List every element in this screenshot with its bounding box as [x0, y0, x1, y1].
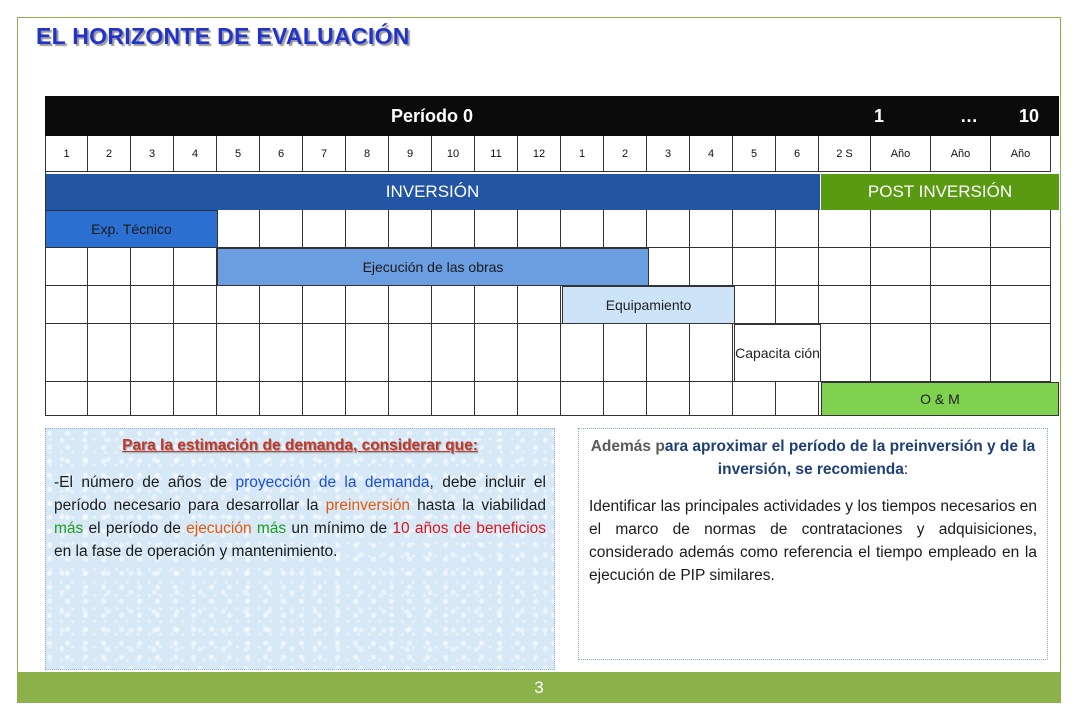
grid-cell	[217, 324, 260, 382]
phase-inversion: INVERSIÓN	[45, 174, 820, 210]
grid-cell	[88, 382, 131, 416]
demand-text-segment: , debe incluir el período necesario para desarrollar la	[54, 474, 546, 514]
column-number-18: 6	[776, 136, 819, 172]
recommend-note-box	[578, 428, 1048, 660]
grid-cell	[475, 382, 518, 416]
page-title: EL HORIZONTE DE EVALUACIÓN	[36, 23, 410, 49]
grid-cell	[174, 324, 217, 382]
grid-cell	[871, 286, 931, 324]
column-number-11: 11	[475, 136, 518, 172]
grid-cell	[871, 324, 931, 382]
demand-text-segment: preinversión	[325, 497, 411, 514]
column-number-17: 5	[733, 136, 776, 172]
grid-cell	[604, 324, 647, 382]
grid-cell	[45, 382, 88, 416]
grid-cell	[260, 286, 303, 324]
header-col10: 10	[1018, 106, 1040, 126]
column-number-15: 3	[647, 136, 690, 172]
grid-cell	[432, 210, 475, 248]
demand-text-segment: más	[54, 520, 84, 537]
grid-cell	[604, 210, 647, 248]
grid-cell	[561, 210, 604, 248]
grid-cell	[475, 210, 518, 248]
grid-cell	[389, 382, 432, 416]
grid-cell	[88, 248, 131, 286]
grid-cell	[217, 382, 260, 416]
grid-cell	[88, 286, 131, 324]
header-col1: 1	[873, 106, 884, 126]
gantt-header	[45, 96, 1059, 136]
grid-cell	[303, 382, 346, 416]
grid-cell	[131, 382, 174, 416]
grid-cell	[776, 248, 819, 286]
grid-cell	[690, 382, 733, 416]
column-number-14: 2	[604, 136, 647, 172]
column-number-16: 4	[690, 136, 733, 172]
activity-exp-tecnico: Exp. Técnico	[45, 210, 218, 248]
grid-cell	[518, 324, 561, 382]
column-number-21: Año	[931, 136, 991, 172]
demand-text-segment: ejecución	[186, 520, 252, 537]
column-number-2: 2	[88, 136, 131, 172]
grid-cell	[260, 210, 303, 248]
column-number-3: 3	[131, 136, 174, 172]
column-number-13: 1	[561, 136, 604, 172]
grid-cell	[432, 324, 475, 382]
grid-cell	[690, 324, 733, 382]
grid-cell	[303, 324, 346, 382]
grid-cell	[647, 382, 690, 416]
grid-cell	[991, 248, 1051, 286]
grid-cell	[346, 286, 389, 324]
grid-cell	[561, 382, 604, 416]
grid-cell	[432, 286, 475, 324]
demand-note-box	[45, 428, 555, 670]
grid-cell	[389, 210, 432, 248]
demand-text-segment: hasta la viabilidad	[410, 497, 546, 514]
recommend-note-heading	[589, 435, 1037, 481]
grid-cell	[991, 210, 1051, 248]
grid-cell	[561, 324, 604, 382]
page-number: 3	[534, 678, 544, 697]
grid-cell	[131, 286, 174, 324]
column-number-10: 10	[432, 136, 475, 172]
header-ellipsis: …	[960, 106, 978, 126]
grid-cell	[776, 382, 819, 416]
grid-cell	[475, 324, 518, 382]
recommend-heading-rest: ara aproximar el período de la preinversión y de la inversión, se recomienda	[664, 438, 1036, 478]
demand-text-segment: 10 años de beneficios	[392, 520, 547, 537]
grid-cell	[733, 210, 776, 248]
grid-cell	[931, 324, 991, 382]
column-number-12: 12	[518, 136, 561, 172]
grid-cell	[776, 286, 819, 324]
grid-cell	[217, 286, 260, 324]
activity-ejecucion-obras: Ejecución de las obras	[217, 248, 649, 286]
header-period0: Período 0	[390, 106, 474, 126]
grid-cell	[174, 248, 217, 286]
grid-cell	[131, 324, 174, 382]
grid-cell	[217, 210, 260, 248]
grid-cell	[819, 324, 871, 382]
grid-cell	[931, 286, 991, 324]
column-number-5: 5	[217, 136, 260, 172]
recommend-note-paragraph: Identificar las principales actividades y los tiempos necesarios en el marco de normas de contrataciones y adquisiciones, considerado además como referencia el tiempo empleado en la ejecución de PIP similares.	[589, 498, 1037, 584]
grid-cell	[303, 210, 346, 248]
activity-equipamiento: Equipamiento	[562, 286, 735, 324]
grid-cell	[432, 382, 475, 416]
phase-post-inversion: POST INVERSIÓN	[821, 174, 1059, 210]
grid-cell	[733, 382, 776, 416]
column-number-19: 2 S	[819, 136, 871, 172]
column-number-6: 6	[260, 136, 303, 172]
demand-text-segment: un mínimo de	[286, 520, 393, 537]
grid-cell	[45, 286, 88, 324]
grid-cell	[518, 210, 561, 248]
grid-cell	[690, 248, 733, 286]
column-number-4: 4	[174, 136, 217, 172]
gantt-chart	[45, 96, 1059, 416]
grid-cell	[604, 382, 647, 416]
grid-left-border	[45, 172, 46, 416]
grid-cell	[733, 286, 776, 324]
grid-cell	[647, 324, 690, 382]
grid-cell	[88, 324, 131, 382]
activity-om: O & M	[821, 382, 1059, 416]
recommend-heading-colon: :	[903, 461, 909, 478]
grid-cell	[174, 286, 217, 324]
grid-cell	[389, 286, 432, 324]
grid-cell	[389, 324, 432, 382]
grid-cell	[647, 248, 690, 286]
grid-cell	[647, 210, 690, 248]
demand-text-segment: más	[256, 520, 287, 537]
grid-cell	[991, 324, 1051, 382]
grid-cell	[260, 324, 303, 382]
demand-text-segment: proyección de la demanda	[235, 474, 430, 491]
column-number-7: 7	[303, 136, 346, 172]
grid-cell	[871, 248, 931, 286]
grid-cell	[819, 210, 871, 248]
grid-cell	[174, 382, 217, 416]
grid-cell	[45, 324, 88, 382]
grid-cell	[776, 210, 819, 248]
grid-cell	[931, 248, 991, 286]
grid-cell	[733, 248, 776, 286]
column-number-20: Año	[871, 136, 931, 172]
grid-cell	[991, 286, 1051, 324]
footer-bar	[17, 672, 1061, 703]
grid-cell	[346, 324, 389, 382]
grid-cell	[931, 210, 991, 248]
column-number-22: Año	[991, 136, 1051, 172]
grid-cell	[346, 210, 389, 248]
demand-text-segment: en la fase de operación y mantenimiento.	[54, 543, 338, 560]
demand-text-segment: el período de	[83, 520, 187, 537]
grid-cell	[131, 248, 174, 286]
recommend-heading-emph: Además p	[590, 438, 665, 455]
grid-cell	[871, 210, 931, 248]
grid-cell	[819, 248, 871, 286]
grid-cell	[260, 382, 303, 416]
grid-cell	[819, 286, 871, 324]
column-number-8: 8	[346, 136, 389, 172]
demand-text-segment: -El número de años de	[54, 474, 236, 491]
grid-cell	[475, 286, 518, 324]
grid-cell	[303, 286, 346, 324]
grid-cell	[690, 210, 733, 248]
column-number-1: 1	[45, 136, 88, 172]
activity-capacitacion: Capacita ción	[734, 324, 821, 382]
demand-note-heading: Para la estimación de demanda, considerar que:	[122, 437, 478, 454]
grid-cell	[518, 286, 561, 324]
grid-cell	[518, 382, 561, 416]
column-number-9: 9	[389, 136, 432, 172]
grid-cell	[346, 382, 389, 416]
grid-cell	[45, 248, 88, 286]
demand-note-paragraph	[54, 471, 546, 563]
column-number-row	[45, 136, 1059, 172]
